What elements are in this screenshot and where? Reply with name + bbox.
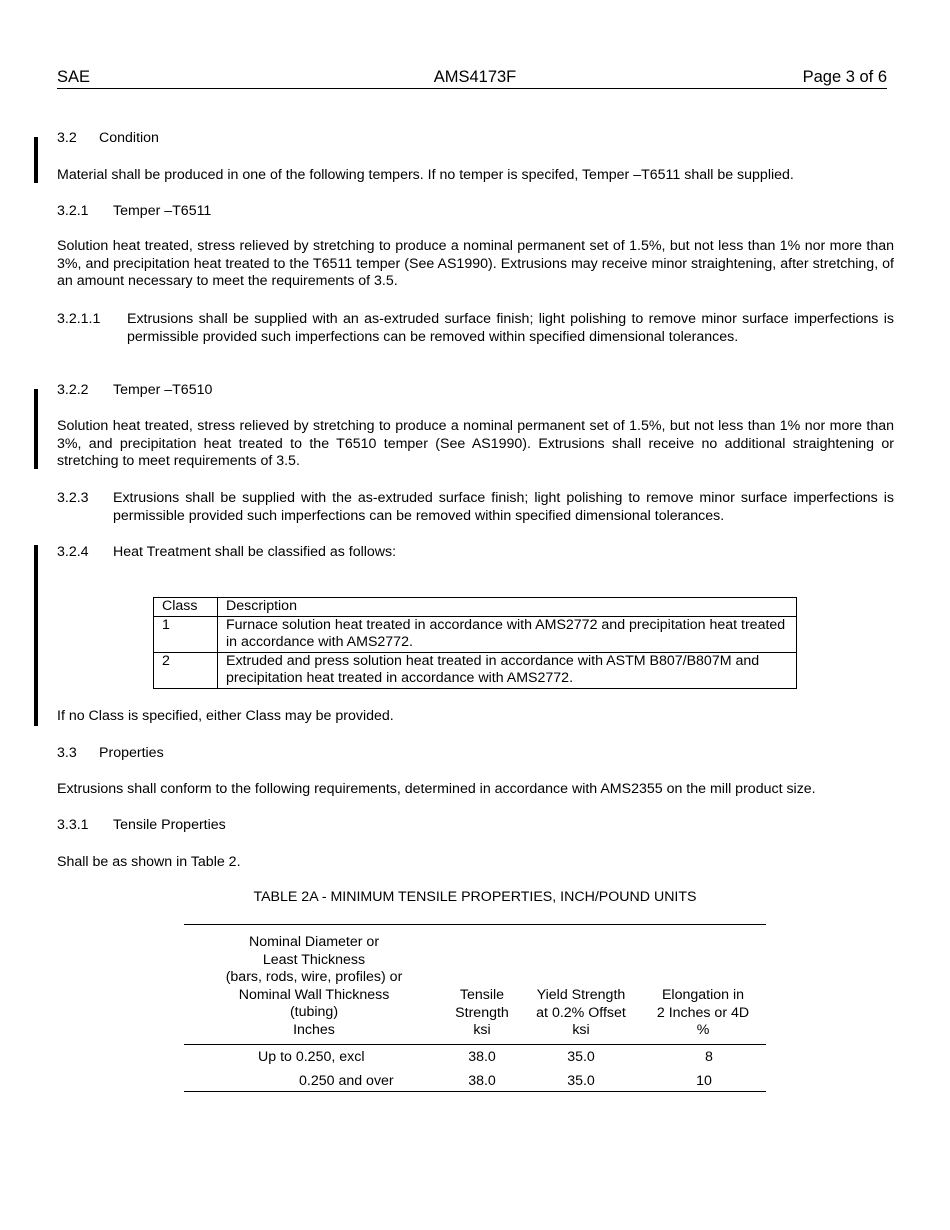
section-heading-3-2-1 (57, 203, 211, 219)
table-header-cell: Class (154, 598, 218, 617)
section-title: Properties (99, 745, 164, 761)
description-cell: Extruded and press solution heat treated in accordance with ASTM B807/B807M and precipitation heat treated in accordance with AMS2772. (218, 652, 797, 688)
table-cell: Up to 0.250, excl (258, 1049, 365, 1065)
header-line: (bars, rods, wire, profiles) or (225, 969, 403, 985)
section-number: 3.3.1 (57, 817, 89, 833)
header-line: Least Thickness (262, 951, 366, 968)
section-text: Extrusions shall be supplied with the as-extruded surface finish; light polishing to remove minor surface imperfections is permissible provided such imperfections can be removed within specified dimensional tolerances. (113, 490, 894, 524)
description-cell: Furnace solution heat treated in accordance with AMS2772 and precipitation heat treated in accordance with AMS2772. (218, 616, 797, 652)
section-3-2-1-1 (57, 311, 894, 346)
table-header-cell: Description (218, 598, 797, 617)
section-title: Condition (99, 130, 159, 146)
section-number: 3.3 (57, 745, 77, 761)
table-header-cell (640, 987, 766, 1040)
header-left: SAE (57, 68, 91, 86)
table-cell: 35.0 (567, 1049, 595, 1065)
section-number: 3.2.4 (57, 544, 89, 560)
section-number: 3.2.1 (57, 203, 89, 219)
header-line: Tensile (459, 987, 505, 1003)
header-line: ksi (572, 1022, 590, 1038)
section-text: Extrusions shall be supplied with an as-extruded surface finish; light polishing to remove minor surface imperfections is permissible provided such imperfections can be removed within specified dimensional tolerances. (127, 311, 894, 345)
header-line: Inches (293, 1021, 335, 1038)
section-title: Tensile Properties (113, 817, 226, 833)
section-number: 3.2 (57, 130, 77, 146)
header-rule (57, 88, 887, 89)
change-bar (34, 137, 38, 183)
section-title: Heat Treatment shall be classified as follows: (113, 544, 397, 560)
section-heading-3-2 (57, 130, 159, 146)
section-number: 3.2.3 (57, 490, 89, 506)
table-cell: 8 (705, 1049, 713, 1065)
header-line: Strength (455, 1004, 509, 1021)
header-line: Elongation in (661, 987, 745, 1003)
table-row (154, 616, 797, 652)
header-line: Yield Strength (536, 987, 626, 1003)
header-center: AMS4173F (433, 68, 517, 86)
paragraph: Solution heat treated, stress relieved by stretching to produce a nominal permanent set of 1.5%, but not less than 1% nor more than 3%, and precipitation heat treated to the T6511 temper (See AS1990). Extrusions may receive minor straightening, after stretching, of an amount necessary to meet the requirements of 3.5. (57, 238, 894, 290)
header-line: % (696, 1022, 710, 1038)
table-title: TABLE 2A - MINIMUM TENSILE PROPERTIES, INCH/POUND UNITS (253, 889, 697, 905)
header-right: Page 3 of 6 (802, 68, 887, 86)
class-table (153, 597, 797, 689)
class-cell: 2 (154, 652, 218, 688)
paragraph: If no Class is specified, either Class may be provided. (57, 708, 394, 724)
header-line: Nominal Diameter or (248, 934, 380, 950)
header-line: at 0.2% Offset (536, 1004, 626, 1021)
table-rule-bottom (184, 1091, 766, 1092)
table-cell: 0.250 and over (299, 1073, 394, 1089)
section-heading-3-3-1 (57, 817, 226, 833)
table-header-row (154, 598, 797, 617)
section-number: 3.2.2 (57, 382, 89, 398)
section-number: 3.2.1.1 (57, 311, 101, 327)
header-line: ksi (473, 1022, 491, 1038)
header-line: Nominal Wall Thickness (238, 986, 390, 1003)
paragraph: Material shall be produced in one of the following tempers. If no temper is specifed, Temper –T6511 shall be supplied. (57, 167, 794, 183)
header-line: 2 Inches or 4D (656, 1004, 750, 1021)
change-bar (34, 545, 38, 726)
table-header-cell (522, 987, 640, 1040)
paragraph: Shall be as shown in Table 2. (57, 854, 241, 870)
section-title: Temper –T6511 (113, 203, 212, 219)
table-cell: 38.0 (468, 1049, 496, 1065)
table-cell: 35.0 (567, 1073, 595, 1089)
class-cell: 1 (154, 616, 218, 652)
paragraph: Solution heat treated, stress relieved by stretching to produce a nominal permanent set of 1.5%, but not less than 1% nor more than 3%, and precipitation heat treated to the T6510 temper (See AS1990). Extrusions shall receive no additional straightening or stretching to meet requirements of 3.5. (57, 418, 894, 470)
table-rule-mid (184, 1044, 766, 1045)
change-bar (34, 389, 38, 469)
section-heading-3-3 (57, 745, 164, 761)
section-title: Temper –T6510 (113, 382, 213, 398)
table-row (154, 652, 797, 688)
section-heading-3-2-2 (57, 382, 212, 398)
table-cell: 10 (696, 1073, 712, 1089)
section-3-2-3 (57, 490, 894, 525)
table-header-cell (194, 934, 434, 1039)
table-cell: 38.0 (468, 1073, 496, 1089)
section-heading-3-2-4 (57, 544, 396, 560)
table-rule-top (184, 924, 766, 925)
table-header-cell (442, 987, 522, 1040)
paragraph: Extrusions shall conform to the following requirements, determined in accordance with AMS2355 on the mill product size. (57, 781, 816, 797)
header-line: (tubing) (289, 1004, 339, 1020)
